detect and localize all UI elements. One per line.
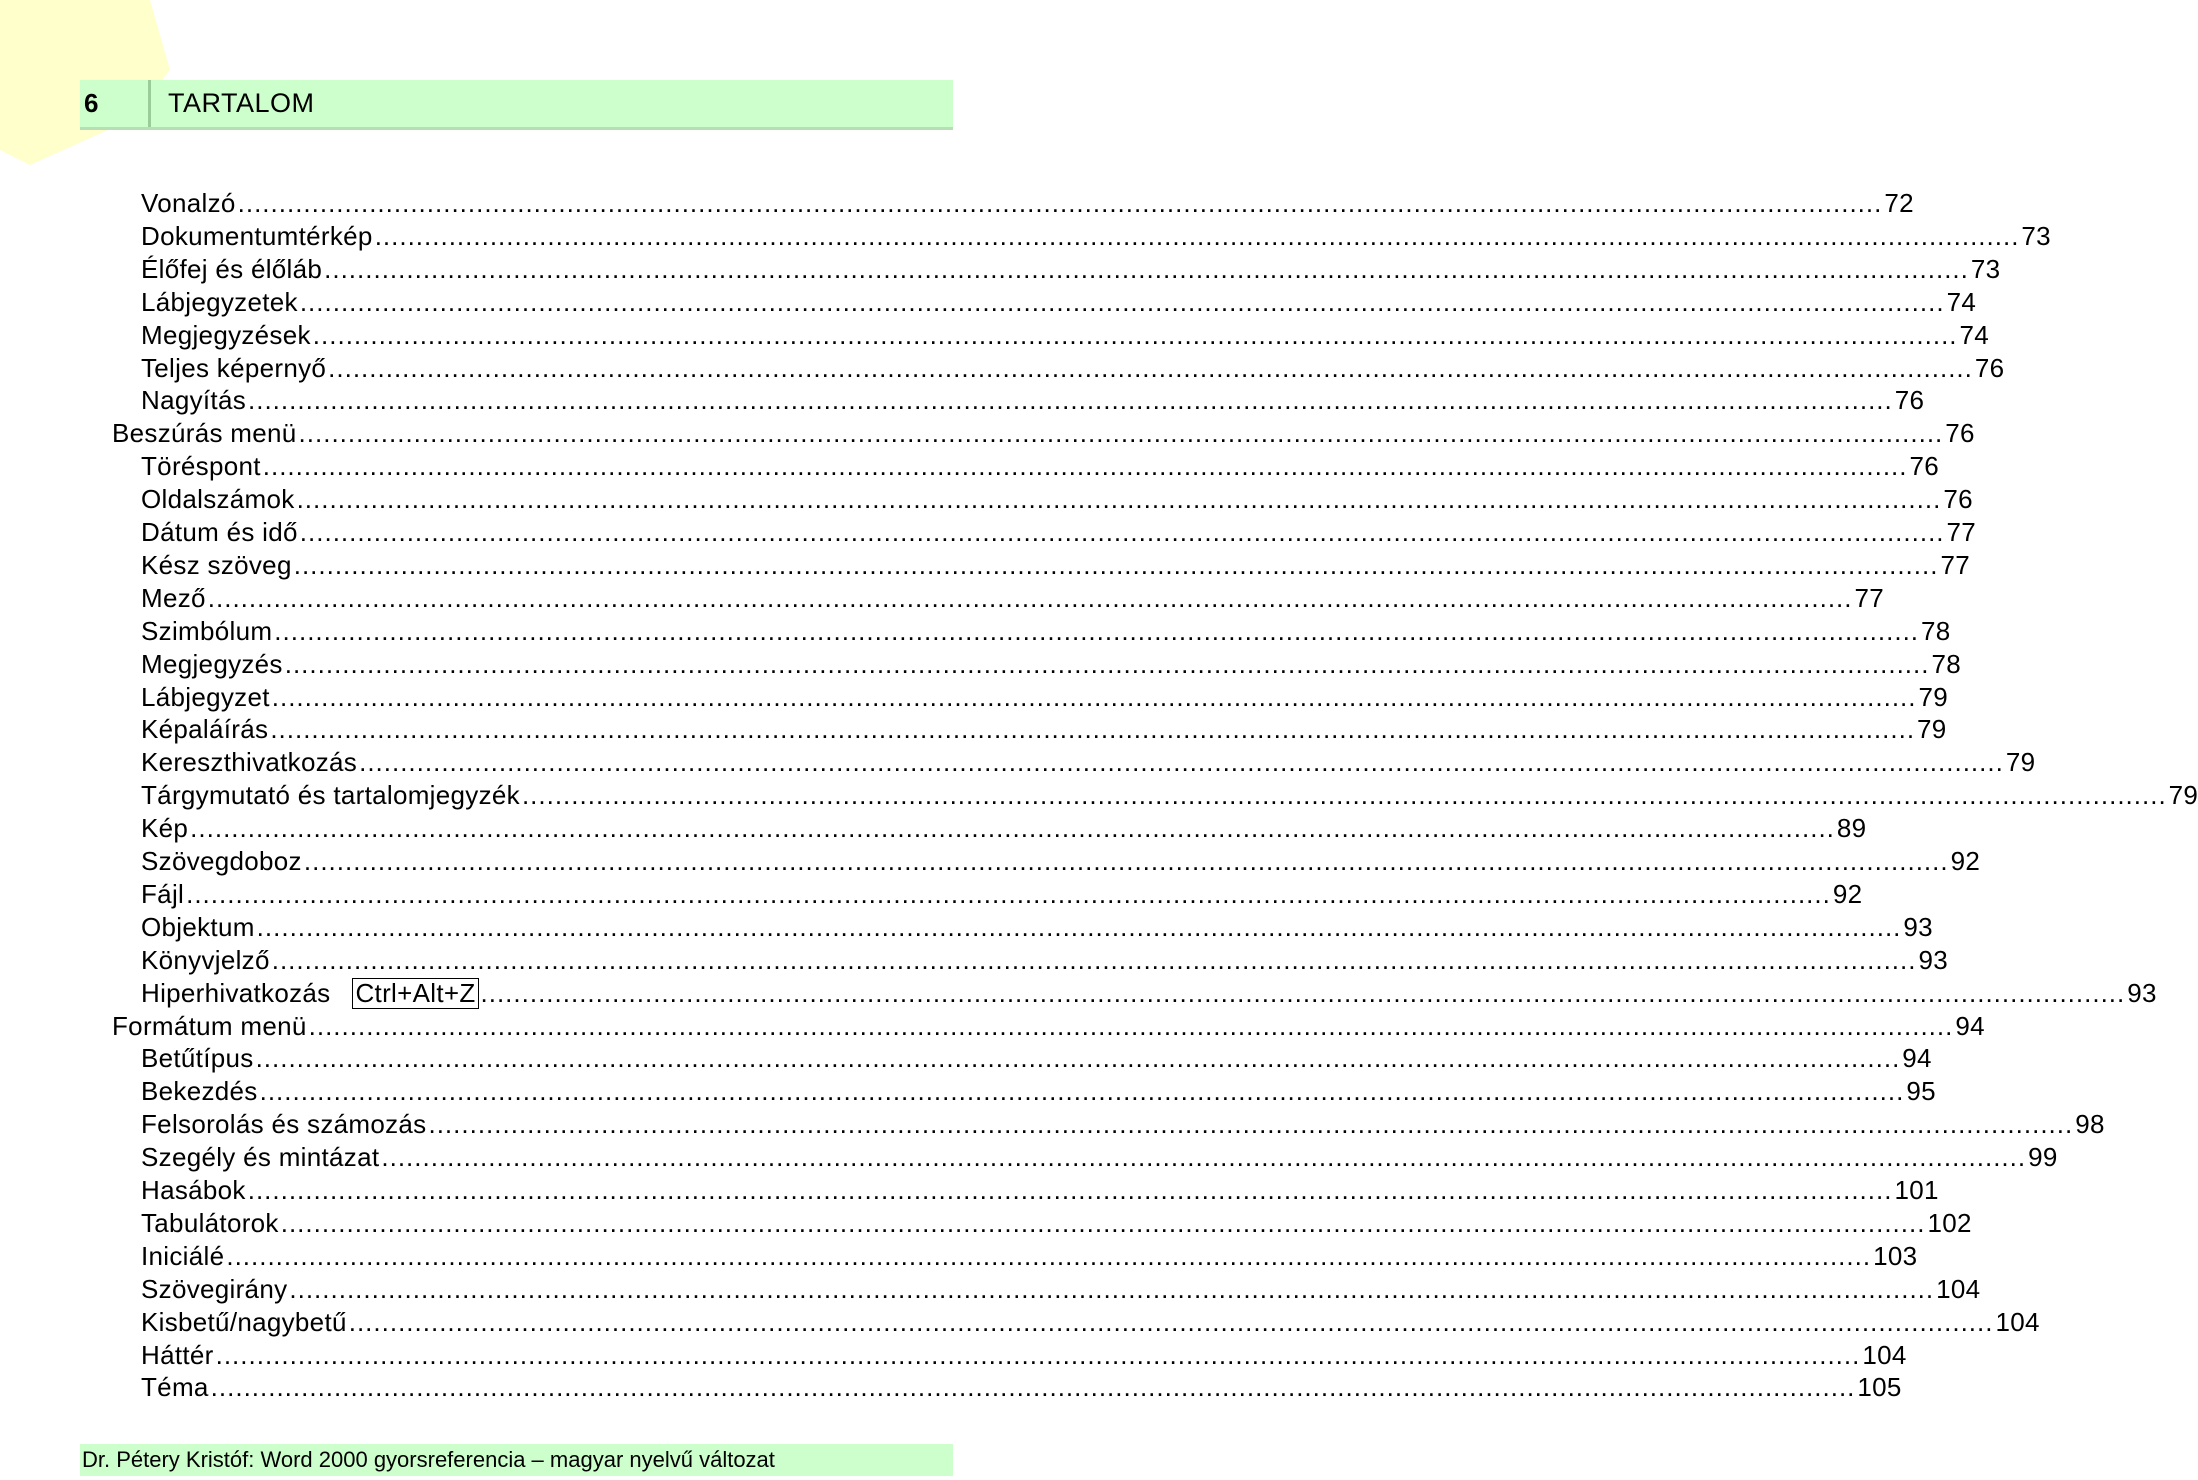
toc-entry[interactable] [141, 484, 1973, 517]
toc-entry-page-number: 77 [1946, 517, 1977, 547]
page-footer [80, 1444, 953, 1476]
toc-entry-text: Szegély és mintázat [141, 1142, 380, 1173]
toc-entry-label [141, 912, 255, 943]
toc-entry-page-number: 76 [1943, 484, 1973, 515]
dot-leader: ........................................................................................................................................................................................................ [328, 352, 1973, 383]
toc-entry-text: Háttér [141, 1339, 214, 1370]
toc-entry-text: Objektum [141, 911, 255, 942]
toc-entry-page-number: 98 [2075, 1109, 2105, 1140]
dot-leader: ........................................................................................................................................................................................................ [271, 944, 1917, 975]
toc-entry-text: Téma [141, 1372, 209, 1403]
toc-entry-page-number: 77 [1854, 582, 1885, 613]
toc-entry[interactable] [141, 451, 1940, 484]
dot-leader: ........................................................................................................................................................................................................ [255, 1043, 1901, 1074]
toc-entry-label [141, 945, 270, 976]
dot-leader: ........................................................................................................................................................................................................ [293, 549, 1939, 580]
toc-entry-text: Iniciálé [141, 1240, 225, 1271]
toc-entry-label [141, 550, 292, 581]
toc-entry-page-number: 73 [1970, 253, 2001, 284]
toc-entry[interactable] [141, 319, 1990, 353]
dot-leader: ........................................................................................................................................................................................................ [248, 385, 1893, 416]
toc-entry[interactable] [141, 878, 1863, 912]
toc-entry[interactable] [141, 188, 1914, 221]
toc-entry-page-number: 78 [1931, 648, 1961, 679]
dot-leader: ........................................................................................................................................................................................................ [186, 878, 1831, 909]
toc-entry-page-number: 94 [1955, 1010, 1985, 1041]
toc-entry-label [141, 813, 188, 844]
toc-entry-label [141, 649, 283, 680]
toc-entry[interactable] [141, 714, 1947, 747]
page-number: 6 [84, 88, 99, 118]
page-header [80, 80, 953, 130]
toc-entry-label [141, 1043, 254, 1074]
toc-entry-label [141, 846, 302, 877]
toc-entry[interactable] [141, 911, 1933, 945]
toc-entry-label [141, 1175, 246, 1206]
toc-entry-text: Szövegdoboz [141, 846, 302, 876]
dot-leader: ........................................................................................................................................................................................................ [210, 1372, 1856, 1403]
toc-entry-page-number: 92 [1950, 846, 1981, 876]
toc-entry-page-number: 78 [1921, 615, 1951, 646]
dot-leader: ........................................................................................................................................................................................................ [259, 1076, 1905, 1107]
toc-entry-page-number: 76 [1945, 418, 1975, 449]
toc-entry-page-number: 79 [1917, 714, 1947, 745]
dot-leader: ........................................................................................................................................................................................................ [428, 1109, 2074, 1140]
toc-entry-label [141, 616, 272, 647]
toc-entry[interactable] [141, 747, 2036, 780]
toc-entry-page-number: 93 [1918, 944, 1948, 975]
dot-leader: ........................................................................................................................................................................................................ [299, 517, 1945, 547]
toc-entry-text: Bekezdés [141, 1076, 258, 1107]
toc-entry-text: Szimbólum [141, 615, 273, 646]
toc-entry-page-number: 101 [1894, 1175, 1939, 1205]
toc-entry[interactable] [141, 813, 1867, 846]
toc-entry[interactable] [141, 1240, 1918, 1274]
toc-entry-text: Lábjegyzet [141, 681, 270, 712]
toc-entry-label [141, 254, 322, 285]
toc-entry-label [141, 451, 261, 482]
toc-entry[interactable] [141, 1273, 1981, 1307]
toc-entry-label [141, 780, 520, 811]
dot-leader: ........................................................................................................................................................................................................ [303, 846, 1949, 876]
toc-entry[interactable] [112, 1010, 1985, 1044]
toc-entry-page-number: 104 [1936, 1273, 1981, 1304]
toc-entry-label [141, 583, 206, 614]
toc-entry[interactable] [141, 1109, 2105, 1142]
toc-entry-page-number: 94 [1902, 1043, 1932, 1074]
dot-leader: ........................................................................................................................................................................................................ [289, 1273, 1935, 1304]
toc-entry-label [141, 287, 298, 318]
toc-entry[interactable] [141, 220, 2051, 254]
dot-leader: ........................................................................................................................................................................................................ [312, 319, 1958, 350]
toc-entry-page-number: 103 [1873, 1240, 1918, 1271]
toc-entry-text: Dokumentumtérkép [141, 220, 373, 251]
dot-leader: ........................................................................................................................................................................................................ [348, 1306, 1994, 1337]
toc-entry[interactable] [141, 385, 1925, 418]
dot-leader: ........................................................................................................................................................................................................ [381, 1142, 2027, 1173]
toc-entry[interactable] [141, 846, 1981, 879]
keyboard-shortcut-box: Ctrl+Alt+Z [352, 978, 478, 1009]
toc-entry-text: Kisbetű/nagybetű [141, 1306, 347, 1337]
toc-entry[interactable] [141, 352, 2005, 386]
toc-entry-page-number: 102 [1927, 1207, 1972, 1238]
toc-entry[interactable] [141, 1306, 2040, 1340]
toc-entry[interactable] [141, 681, 1949, 715]
toc-entry-text: Könyvjelző [141, 944, 270, 975]
toc-entry[interactable] [141, 1142, 2058, 1175]
toc-entry-page-number: 76 [1974, 352, 2005, 383]
toc-entry-label [141, 1307, 347, 1338]
toc-entry-page-number: 74 [1946, 286, 1977, 317]
toc-entry-label [141, 978, 479, 1009]
toc-entry-label [141, 1372, 209, 1403]
toc-entry-text: Mező [141, 582, 206, 613]
toc-entry-text: Kereszthivatkozás [141, 747, 358, 778]
toc-entry-page-number: 79 [2005, 747, 2036, 778]
toc-entry-label [141, 1076, 258, 1107]
dot-leader: ........................................................................................................................................................................................................ [324, 253, 1969, 284]
dot-leader: ........................................................................................................................................................................................................ [308, 1010, 1954, 1041]
dot-leader: ........................................................................................................................................................................................................ [262, 451, 1908, 482]
toc-entry-label [141, 188, 236, 219]
toc-entry[interactable] [141, 286, 1977, 320]
toc-entry-text: Nagyítás [141, 385, 247, 416]
dot-leader: ........................................................................................................................................................................................................ [256, 911, 1902, 942]
dot-leader: ........................................................................................................................................................................................................ [521, 780, 2167, 811]
toc-entry-label [141, 682, 270, 713]
toc-entry-label [141, 1208, 279, 1239]
toc-entry-label [141, 879, 184, 910]
toc-entry-page-number: 92 [1832, 878, 1863, 909]
toc-entry[interactable] [141, 549, 1970, 583]
toc-entry-text: Hiperhivatkozás [141, 977, 331, 1008]
toc-entry-page-number: 93 [2127, 977, 2157, 1008]
toc-entry-page-number: 73 [2021, 220, 2051, 251]
toc-entry[interactable] [141, 582, 1885, 616]
dot-leader: ........................................................................................................................................................................................................ [299, 286, 1945, 317]
toc-entry-text: Tárgymutató és tartalomjegyzék [141, 780, 520, 811]
toc-entry[interactable] [141, 1076, 1936, 1109]
toc-entry-page-number: 95 [1906, 1076, 1936, 1107]
toc-entry[interactable] [112, 418, 1975, 451]
toc-entry-page-number: 99 [2028, 1142, 2058, 1173]
dot-leader: ........................................................................................................................................................................................................ [284, 648, 1930, 679]
dot-leader: ........................................................................................................................................................................................................ [207, 582, 1853, 613]
toc-entry-text: Vonalzó [141, 188, 236, 218]
toc-entry-page-number: 72 [1884, 188, 1914, 218]
dot-leader: ........................................................................................................................................................................................................ [359, 747, 2004, 778]
toc-entry-label [141, 517, 298, 548]
dot-leader: ........................................................................................................................................................................................................ [296, 484, 1942, 515]
toc-entry[interactable] [141, 1043, 1932, 1076]
toc-entry-text: Töréspont [141, 451, 261, 482]
toc-entry-page-number: 79 [2168, 780, 2198, 811]
toc-entry-page-number: 89 [1836, 813, 1867, 844]
toc-entry-page-number: 76 [1909, 451, 1940, 482]
toc-entry[interactable] [141, 977, 2157, 1011]
toc-entry-label [141, 714, 268, 745]
toc-entry-text: Képaláírás [141, 714, 269, 745]
toc-entry-label [141, 353, 326, 384]
toc-entry-text: Kész szöveg [141, 549, 292, 580]
page-title: TARTALOM [168, 88, 315, 118]
toc-entry-label [141, 484, 295, 515]
toc-entry-text: Fájl [141, 878, 185, 909]
toc-entry-label [141, 1241, 224, 1272]
toc-entry[interactable] [141, 780, 2198, 813]
toc-entry-text: Oldalszámok [141, 484, 295, 515]
toc-entry-label [141, 320, 311, 351]
toc-entry-text: Lábjegyzetek [141, 286, 298, 317]
dot-leader: ........................................................................................................................................................................................................ [374, 220, 2020, 251]
dot-leader: ........................................................................................................................................................................................................ [270, 714, 1916, 745]
toc-entry-label [141, 1274, 287, 1305]
toc-entry-text: Dátum és idő [141, 517, 298, 547]
toc-entry[interactable] [141, 517, 1977, 550]
toc-entry-page-number: 93 [1903, 911, 1933, 942]
toc-entry-text: Teljes képernyő [141, 352, 327, 383]
toc-entry[interactable] [141, 648, 1961, 682]
toc-entry[interactable] [141, 1207, 1972, 1241]
toc-entry-text: Betűtípus [141, 1043, 254, 1074]
toc-entry[interactable] [141, 253, 2001, 287]
dot-leader: ........................................................................................................................................................................................................ [190, 813, 1835, 844]
dot-leader: ........................................................................................................................................................................................................ [226, 1240, 1872, 1271]
dot-leader: ........................................................................................................................................................................................................ [215, 1339, 1861, 1370]
toc-entry-page-number: 74 [1959, 319, 1990, 350]
toc-entry-label [141, 221, 373, 252]
toc-entry[interactable] [141, 1339, 1907, 1373]
toc-entry-label [141, 1142, 379, 1173]
dot-leader: ........................................................................................................................................................................................................ [271, 681, 1917, 712]
toc-entry-text: Tabulátorok [141, 1207, 279, 1238]
toc-entry-page-number: 76 [1894, 385, 1925, 416]
toc-entry[interactable] [141, 944, 1948, 978]
toc-entry-text: Felsorolás és számozás [141, 1109, 427, 1140]
toc-entry-text: Beszúrás menü [112, 418, 297, 449]
toc-entry-text: Szövegirány [141, 1273, 288, 1304]
toc-entry-label [141, 1340, 214, 1371]
toc-entry-text: Megjegyzés [141, 648, 283, 679]
toc-entry-text: Élőfej és élőláb [141, 253, 323, 284]
toc-entry-label [112, 418, 297, 449]
dot-leader: ........................................................................................................................................................................................................ [274, 615, 1920, 646]
toc-entry-page-number: 105 [1857, 1372, 1902, 1403]
footer-credit: Dr. Pétery Kristóf: Word 2000 gyorsreferencia – magyar nyelvű változat [82, 1447, 775, 1472]
dot-leader: ........................................................................................................................................................................................................ [280, 1207, 1926, 1238]
toc-entry[interactable] [141, 1372, 1902, 1405]
dot-leader: ........................................................................................................................................................................................................ [480, 977, 2126, 1008]
toc-entry-text: Megjegyzések [141, 319, 311, 350]
dot-leader: ........................................................................................................................................................................................................ [298, 418, 1944, 449]
toc-entry-label [141, 747, 357, 778]
dot-leader: ........................................................................................................................................................................................................ [237, 188, 1883, 218]
toc-entry-page-number: 104 [1995, 1306, 2040, 1337]
toc-entry-label [141, 1109, 426, 1140]
toc-entry-text: Hasábok [141, 1175, 246, 1205]
toc-entry-page-number: 79 [1918, 681, 1949, 712]
toc-entry-text: Formátum menü [112, 1010, 307, 1041]
header-underline [80, 127, 953, 130]
toc-entry[interactable] [141, 615, 1951, 649]
toc-entry-label [112, 1011, 307, 1042]
header-divider [148, 80, 151, 130]
toc-entry-page-number: 77 [1940, 549, 1970, 580]
toc-entry-page-number: 104 [1862, 1339, 1907, 1370]
dot-leader: ........................................................................................................................................................................................................ [247, 1175, 1893, 1205]
toc-entry-label [141, 385, 246, 416]
toc-entry[interactable] [141, 1175, 1939, 1208]
toc-entry-text: Kép [141, 813, 189, 844]
